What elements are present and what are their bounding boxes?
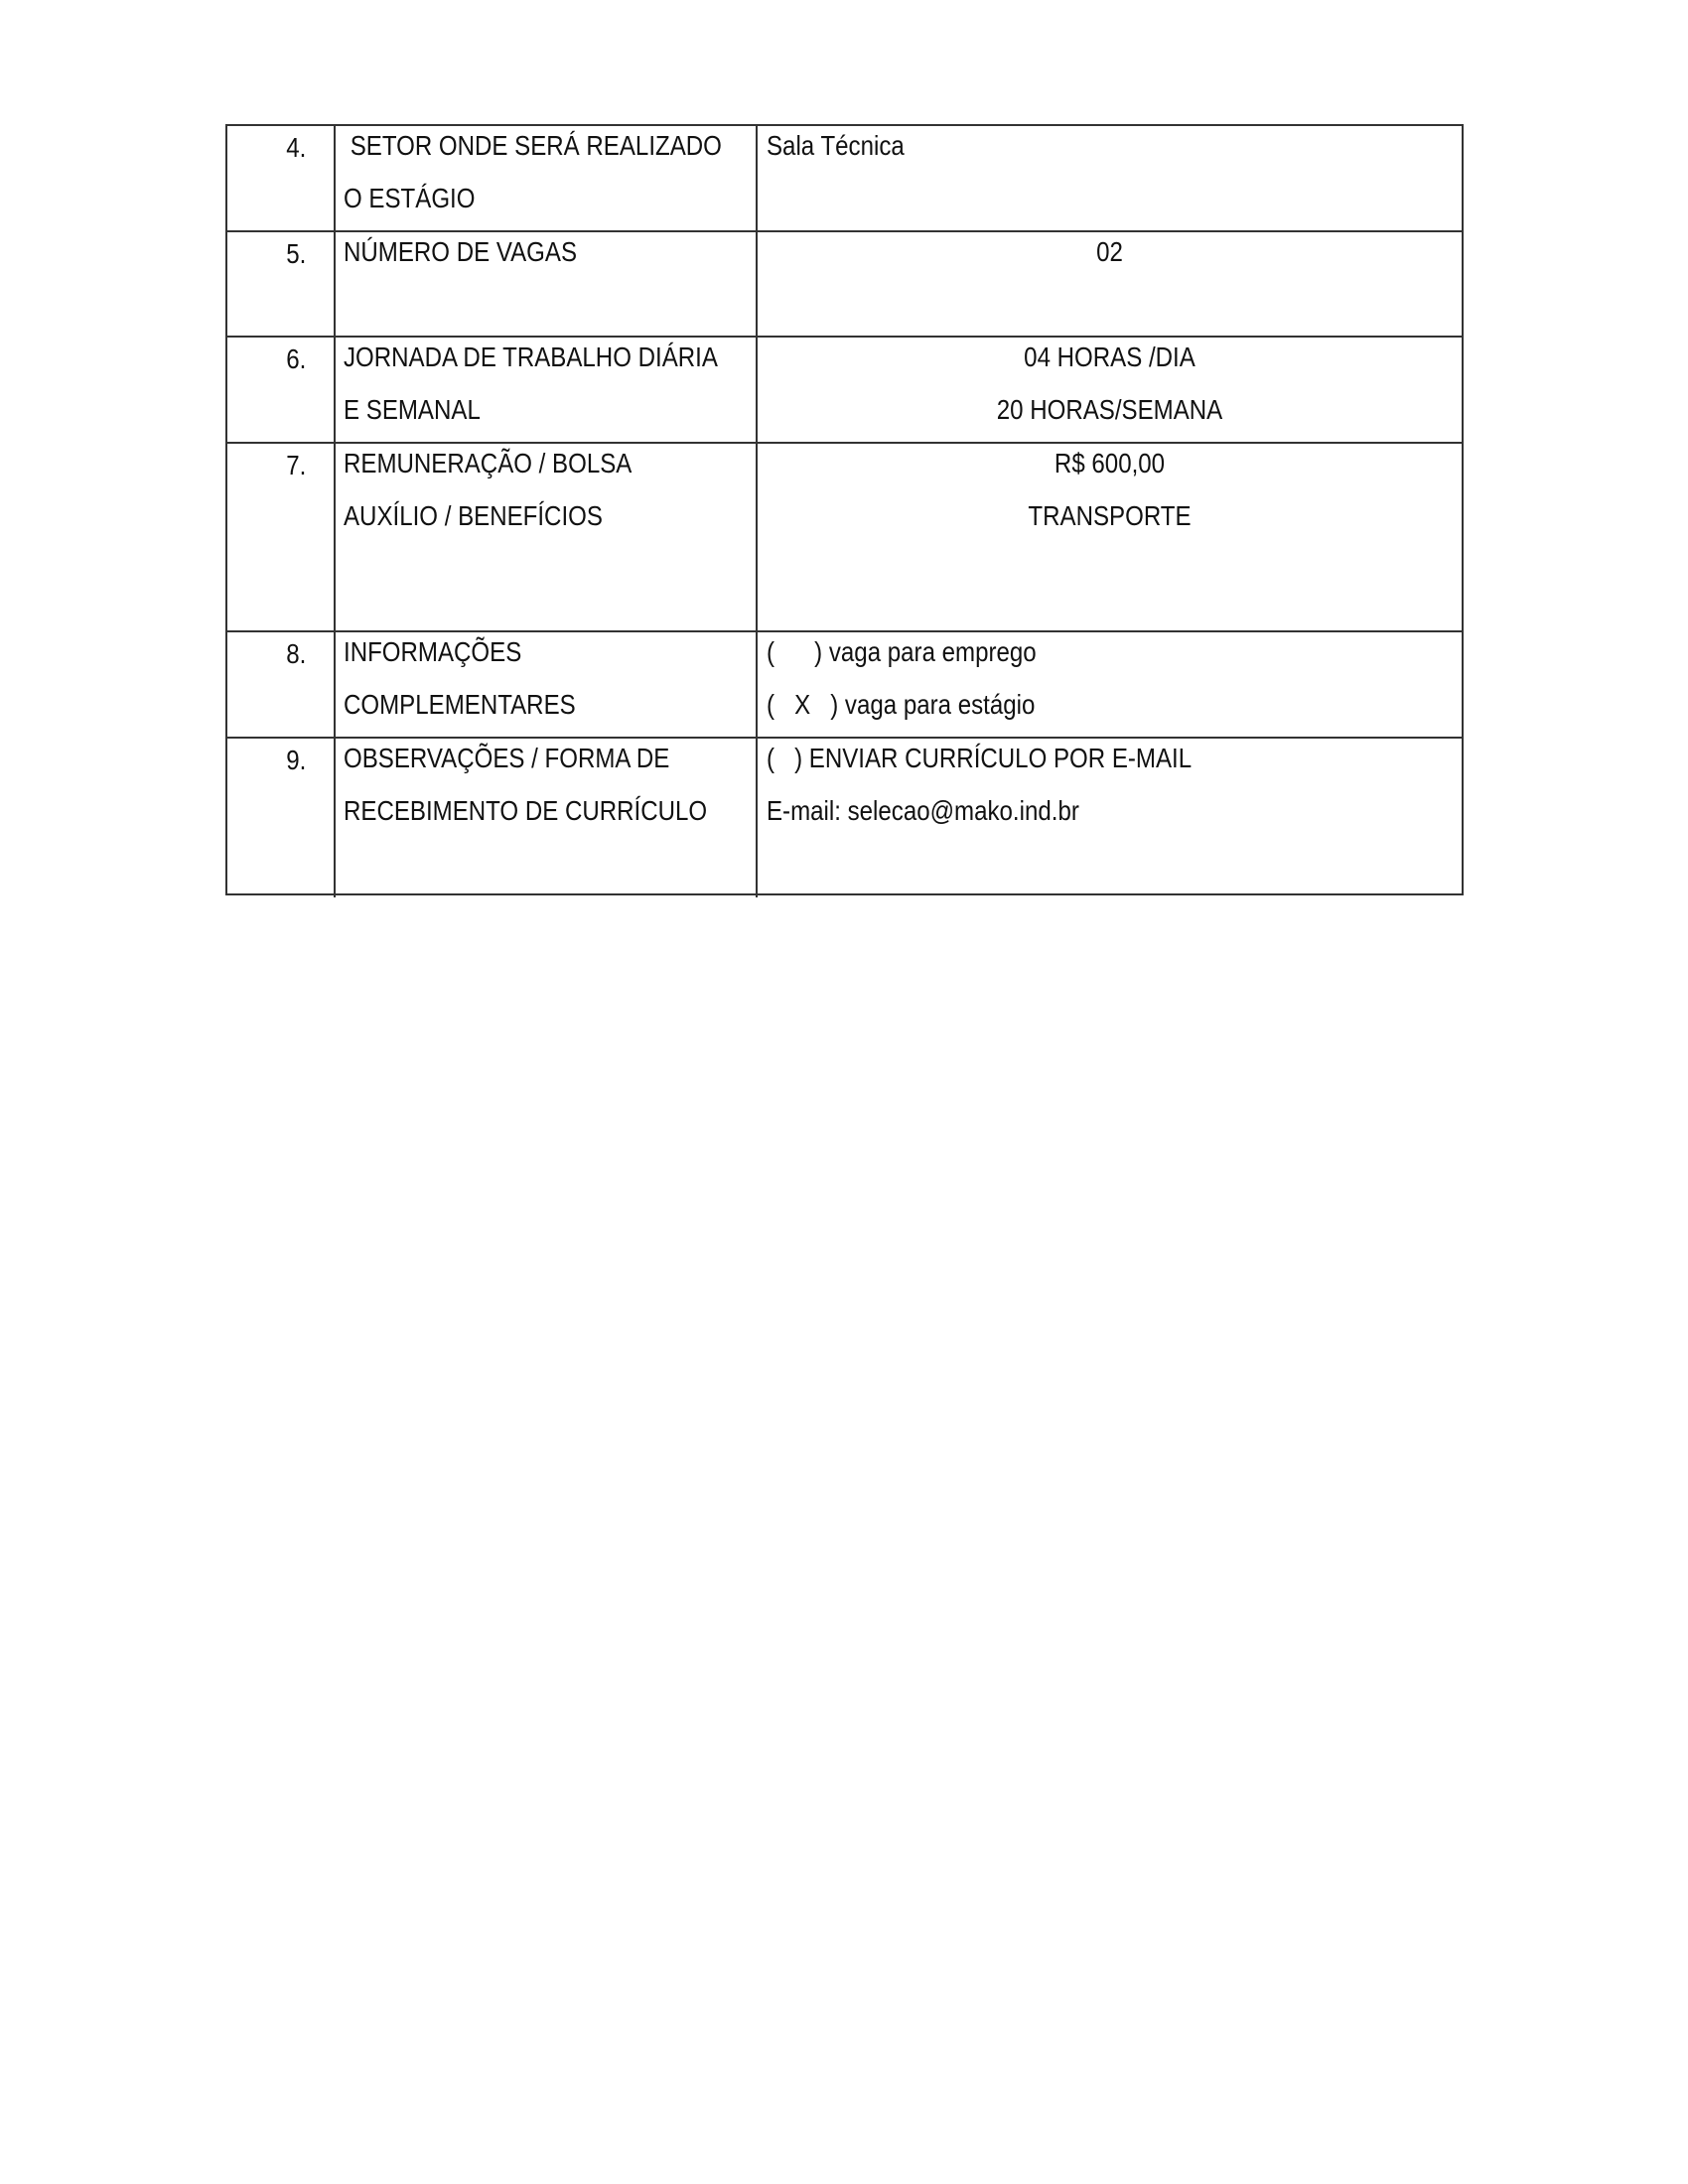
row-label-line: REMUNERAÇÃO / BOLSA [344,448,633,478]
job-posting-table [225,124,1464,895]
row-label-line: INFORMAÇÕES [344,636,522,667]
row-value-cell [758,444,1462,630]
row-value-cell [758,232,1462,336]
row-number: 7. [285,450,306,480]
row-label-line: JORNADA DE TRABALHO DIÁRIA [344,341,718,372]
setor-value: Sala Técnica [767,130,905,161]
row-number: 6. [285,343,306,374]
row-label-line: AUXÍLIO / BENEFÍCIOS [344,500,603,531]
row-label-line: O ESTÁGIO [344,183,476,213]
row-label-line: SETOR ONDE SERÁ REALIZADO [344,130,722,161]
row-label-line: COMPLEMENTARES [344,689,576,720]
row-value-cell [758,338,1462,442]
row-number-cell [227,632,336,737]
table-row-jornada [227,338,1462,444]
option-vaga-emprego: ( ) vaga para emprego [767,636,1037,667]
row-label-cell [336,232,758,336]
row-number-cell [227,232,336,336]
row-label-line: NÚMERO DE VAGAS [344,236,578,267]
row-label-cell [336,338,758,442]
row-label-line: OBSERVAÇÕES / FORMA DE [344,743,670,773]
row-label-cell [336,632,758,737]
table-row-remuneracao [227,444,1462,632]
jornada-semanal-value: 20 HORAS/SEMANA [996,394,1223,425]
table-row-informacoes [227,632,1462,739]
email-text: E-mail: selecao@mako.ind.br [767,795,1079,826]
remuneracao-value: R$ 600,00 [1054,448,1166,478]
row-number: 8. [285,638,306,669]
row-value-cell [758,739,1462,897]
row-label-line: RECEBIMENTO DE CURRÍCULO [344,795,708,826]
row-number: 5. [285,238,306,269]
table-row-vagas [227,232,1462,338]
table-row-setor [227,126,1462,232]
row-number-cell [227,126,336,230]
option-enviar-curriculo: ( ) ENVIAR CURRÍCULO POR E-MAIL [767,743,1193,773]
jornada-diaria-value: 04 HORAS /DIA [1024,341,1196,372]
beneficios-value: TRANSPORTE [1028,500,1192,531]
row-label-cell [336,739,758,897]
row-number-cell [227,338,336,442]
row-label-cell [336,444,758,630]
table-row-observacoes [227,739,1462,897]
row-label-cell [336,126,758,230]
row-number-cell [227,739,336,897]
row-number: 4. [285,132,306,163]
row-label-line: E SEMANAL [344,394,481,425]
vagas-value: 02 [1096,236,1123,267]
option-vaga-estagio: ( X ) vaga para estágio [767,689,1036,720]
row-value-cell [758,126,1462,230]
row-value-cell [758,632,1462,737]
row-number-cell [227,444,336,630]
row-number: 9. [285,745,306,775]
